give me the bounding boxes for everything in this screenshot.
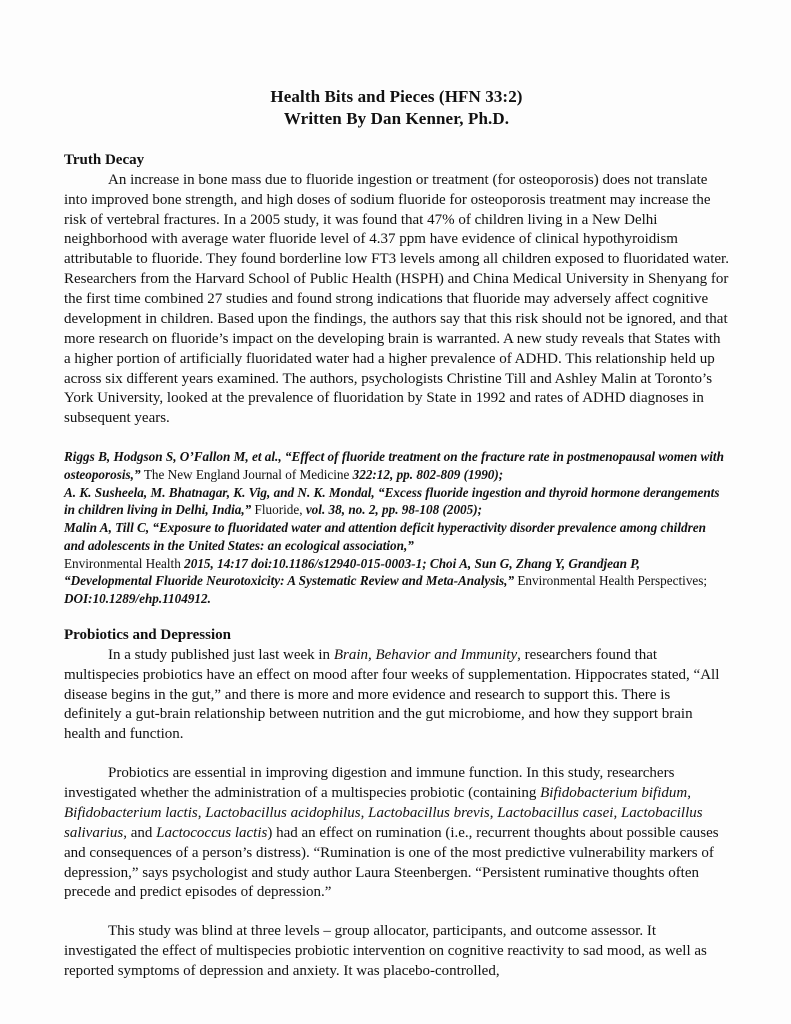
text-run: An increase in bone mass due to fluoride ingestion or treatment (for osteoporosis) does not translate into improved bone strength, and high doses of sodium fluoride for osteoporosis treatment may increase the risk of vertebral fractures. In a 2005 study, it was found that 47% of children living in a New Delhi neighborhood with average water fluoride level of 4.37 ppm have evidence of clinical hypothyroidism attributable to fluoride. They found borderline low FT3 levels among all children exposed to fluoridated water. Researchers from the Harvard School of Public Health (HSPH) and China Medical University in Shenyang for the first time combined 27 studies and found strong indications that fluoride may adversely affect cognitive development in children. Based upon the findings, the authors say that this risk should not be ignored, and that more research on fluoride’s impact on the developing brain is warranted. A new study reveals that States with a higher portion of artificially fluoridated water had a higher prevalence of ADHD. This relationship held up across six different years examined. The authors, psychologists Christine Till and Ashley Malin at Toronto’s York University, looked at the prevalence of fluoridation by State in 1992 and rates of ADHD diagnoses in subsequent years. <box>64 171 729 427</box>
paragraph <box>64 646 729 745</box>
text-run: Lactobacillus brevis <box>368 804 490 821</box>
text-run: Lactobacillus acidophilus <box>205 804 361 821</box>
text-run: Probiotics are essential in improving digestion and immune function. In this study, researchers investigated whether the administration of a multispecies probiotic (containing <box>64 765 675 801</box>
text-run: In a study published just last week in <box>108 646 334 663</box>
text-run: , <box>197 804 206 821</box>
text-run: Bifidobacterium bifidum <box>540 785 688 801</box>
text-run: Bifidobacterium lactis <box>64 804 198 821</box>
text-run: Brain, Behavior and Immunity <box>333 646 518 663</box>
text-run: 2015, 14:17 doi:10.1186/s12940-015-0003-1; Choi A, Sun G, Zhang Y, Grandjean P, “Developmental Fluoride Neurotoxicity: A Systematic Review and Meta-Analysis,” <box>64 555 640 589</box>
paragraph <box>64 764 729 903</box>
text-run: 322:12, pp. 802-809 (1990); <box>352 466 504 482</box>
section-heading: Truth Decay <box>64 151 145 168</box>
document-body <box>64 151 729 982</box>
text-run: Malin A, Till C, “Exposure to fluoridated water and attention deficit hyperactivity disorder prevalence among children and adolescents in the United States: an ecological association,” <box>64 520 706 553</box>
text-run: , researchers found that multispecies probiotics have an effect on mood after four weeks of supplementation. Hippocrates stated, “All disease begins in the gut,” and there is more and more evidence and research to support this. There is definitely a gut-brain relationship between nutrition and the gut microbiome, and how they support brain health and function. <box>64 646 720 743</box>
document-title: Health Bits and Pieces (HFN 33:2) <box>270 87 523 106</box>
text-run: Environmental Health <box>64 555 185 571</box>
text-run: , and <box>123 824 157 841</box>
text-run: DOI:10.1289/ehp.1104912. <box>64 591 211 607</box>
text-run: vol. 38, no. 2, pp. 98-108 (2005); <box>305 502 483 518</box>
text-run: A. K. Susheela, M. Bhatnagar, K. Vig, and N. K. Mondal, “Excess fluoride ingestion and thyroid hormone derangements in children living in Delhi, India,” <box>64 484 720 518</box>
text-run: Lactobacillus casei <box>497 804 614 821</box>
references-block <box>64 448 729 608</box>
text-run: Environmental Health Perspectives; <box>517 573 708 589</box>
text-run: Lactococcus lactis <box>156 824 268 841</box>
text-run: , <box>613 804 621 821</box>
text-run: ) had an effect on rumination (i.e., recurrent thoughts about possible causes and consequences of a person’s distress). “Rumination is one of the most predictive vulnerability markers of depression,” says psychologist and study author Laura Steenbergen. “Persistent ruminative thoughts often precede and predict episodes of depression.” <box>64 824 719 901</box>
text-run: , <box>687 785 691 801</box>
text-run: The New England Journal of Medicine <box>143 466 353 482</box>
paragraph <box>64 922 729 982</box>
document-header <box>64 86 729 131</box>
text-run: Fluoride, <box>254 502 306 518</box>
document-subtitle: Written By Dan Kenner, Ph.D. <box>283 109 510 129</box>
text-run: , <box>489 804 498 821</box>
text-run: This study was blind at three levels – group allocator, participants, and outcome assessor. It investigated the effect of multispecies probiotic intervention on cognitive reactivity to sad mood, as well as reported symptoms of depression and anxiety. It was placebo-controlled, <box>64 923 707 979</box>
section-heading: Probiotics and Depression <box>64 626 231 643</box>
text-run: , <box>360 804 369 821</box>
paragraph <box>64 171 729 429</box>
text-run: Riggs B, Hodgson S, O’Fallon M, et al., “Effect of fluoride treatment on the fracture rate in postmenopausal women with osteoporosis,” <box>64 449 724 482</box>
text-run: Lactobacillus salivarius <box>64 804 703 841</box>
